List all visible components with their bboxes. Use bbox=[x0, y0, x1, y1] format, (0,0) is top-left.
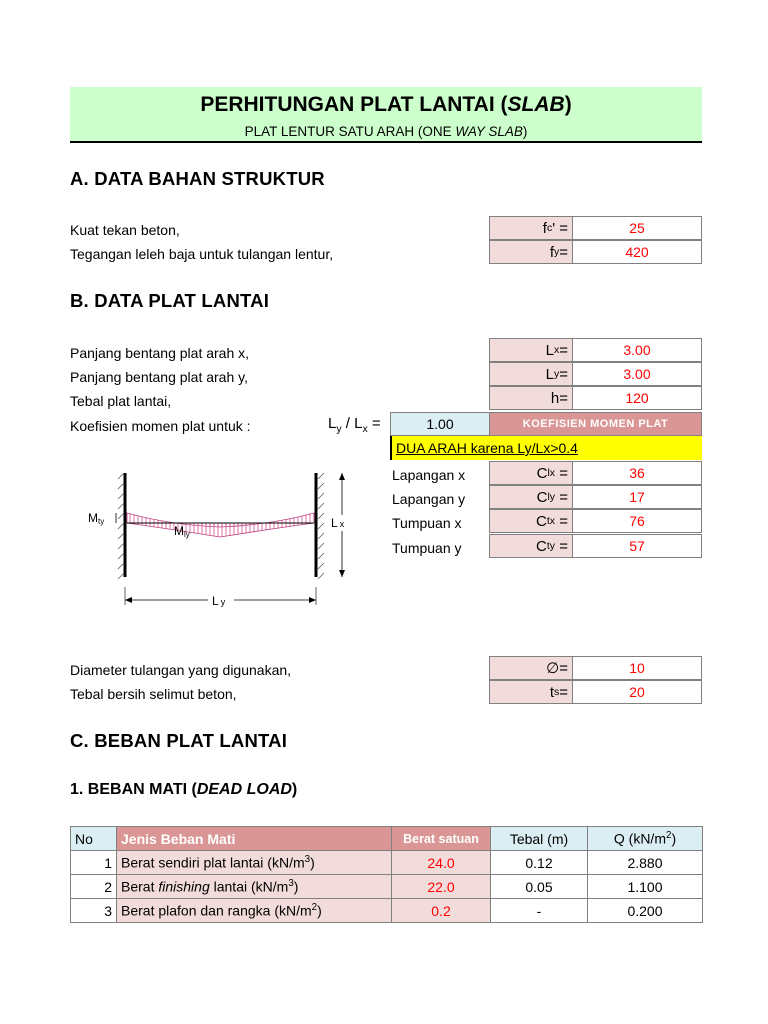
section-b-title: B. DATA PLAT LANTAI bbox=[70, 290, 270, 311]
row-no: 3 bbox=[71, 899, 117, 923]
coef-label-tx: Tumpuan x bbox=[392, 515, 462, 531]
row-tebal: - bbox=[491, 899, 588, 923]
label-ly: Panjang bentang plat arah y, bbox=[70, 369, 248, 385]
row-berat[interactable]: 22.0 bbox=[392, 875, 491, 899]
header-q: Q $(kN/m^2)$ bbox=[588, 827, 703, 851]
page-title: PERHITUNGAN PLAT LANTAI (SLAB) bbox=[200, 93, 572, 116]
value-ly[interactable]: 3.00 bbox=[572, 362, 702, 386]
value-h[interactable]: 120 bbox=[572, 386, 702, 410]
value-ctx[interactable]: 76 bbox=[572, 509, 702, 533]
symbol-fc: f c ' = bbox=[489, 216, 573, 240]
positive-moment-area bbox=[127, 523, 314, 537]
label-lx: Panjang bentang plat arah x, bbox=[70, 345, 250, 361]
table-row bbox=[71, 851, 703, 875]
table-row bbox=[71, 875, 703, 899]
right-support-hatch bbox=[318, 473, 324, 579]
symbol-ly: L y = bbox=[489, 362, 573, 386]
label-fy: Tegangan leleh baja untuk tulangan lentur, bbox=[70, 246, 334, 262]
row-berat[interactable]: 0.2 bbox=[392, 899, 491, 923]
label-koef: Koefisien momen plat untuk : bbox=[70, 418, 251, 434]
row-no: 2 bbox=[71, 875, 117, 899]
symbol-diameter: ∅ = bbox=[489, 656, 573, 680]
row-q: 0.200 bbox=[588, 899, 703, 923]
left-support-hatch bbox=[118, 473, 124, 579]
row-tebal: 0.12 bbox=[491, 851, 588, 875]
row-jenis: Berat sendiri plat lantai $(kN/m^3)$ bbox=[117, 851, 392, 875]
ly-arrow-left bbox=[125, 597, 132, 603]
value-lx[interactable]: 3.00 bbox=[572, 338, 702, 362]
row-tebal: 0.05 bbox=[491, 875, 588, 899]
symbol-clx: C lx = bbox=[489, 461, 573, 485]
row-berat[interactable]: 24.0 bbox=[392, 851, 491, 875]
row-q: 2.880 bbox=[588, 851, 703, 875]
header-jenis: Jenis Beban Mati bbox=[117, 827, 392, 851]
dead-load-title: 1. BEBAN MATI (DEAD LOAD) bbox=[70, 781, 298, 798]
label-cover: Tebal bersih selimut beton, bbox=[70, 686, 237, 702]
title-band bbox=[70, 87, 702, 143]
value-diameter[interactable]: 10 bbox=[572, 656, 702, 680]
section-a-title: A. DATA BAHAN STRUKTUR bbox=[70, 168, 325, 189]
label-h: Tebal plat lantai, bbox=[70, 393, 172, 409]
lx-arrow-top bbox=[339, 473, 345, 480]
mly-label: Mly bbox=[174, 524, 190, 539]
page-subtitle: PLAT LENTUR SATU ARAH (ONE WAY SLAB) bbox=[244, 124, 528, 139]
coef-label-ly: Lapangan y bbox=[392, 491, 466, 507]
symbol-fy: f y = bbox=[489, 240, 573, 264]
value-clx[interactable]: 36 bbox=[572, 461, 702, 485]
header-tebal: Tebal (m) bbox=[491, 827, 588, 851]
table-row bbox=[71, 899, 703, 923]
row-q: 1.100 bbox=[588, 875, 703, 899]
lx-arrow-bottom bbox=[339, 570, 345, 577]
table-header-row bbox=[71, 827, 703, 851]
symbol-h: h = bbox=[489, 386, 573, 410]
koef-header: KOEFISIEN MOMEN PLAT bbox=[489, 412, 702, 436]
row-jenis: Berat finishing lantai $(kN/m^3)$ bbox=[117, 875, 392, 899]
section-c-title: C. BEBAN PLAT LANTAI bbox=[70, 730, 288, 751]
slab-moment-diagram bbox=[80, 465, 360, 615]
value-cty[interactable]: 57 bbox=[572, 534, 702, 558]
value-cover[interactable]: 20 bbox=[572, 680, 702, 704]
symbol-cover: t s = bbox=[489, 680, 573, 704]
lx-label: L x bbox=[331, 516, 345, 530]
dead-load-table bbox=[70, 826, 703, 923]
row-jenis: Berat plafon dan rangka $(kN/m^2)$ bbox=[117, 899, 392, 923]
arah-note: DUA ARAH karena Ly/Lx>0.4 bbox=[390, 436, 702, 460]
label-fc: Kuat tekan beton, bbox=[70, 222, 180, 238]
ratio-value[interactable]: 1.00 bbox=[390, 412, 490, 436]
symbol-lx: L x = bbox=[489, 338, 573, 362]
symbol-cly: C ly = bbox=[489, 485, 573, 509]
coef-label-lx: Lapangan x bbox=[392, 467, 466, 483]
row-no: 1 bbox=[71, 851, 117, 875]
value-cly[interactable]: 17 bbox=[572, 485, 702, 509]
header-berat: Berat satuan bbox=[392, 827, 491, 851]
coef-label-ty: Tumpuan y bbox=[392, 540, 462, 556]
value-fc[interactable]: 25 bbox=[572, 216, 702, 240]
symbol-cty: C ty = bbox=[489, 534, 573, 558]
symbol-ctx: C tx = bbox=[489, 509, 573, 533]
mty-label: Mty bbox=[88, 511, 105, 526]
ly-arrow-right bbox=[309, 597, 316, 603]
value-fy[interactable]: 420 bbox=[572, 240, 702, 264]
header-no: No bbox=[71, 827, 117, 851]
label-diameter: Diameter tulangan yang digunakan, bbox=[70, 662, 292, 678]
ratio-label: $L_y / L_x$ = bbox=[328, 415, 381, 435]
ly-label: L y bbox=[212, 594, 226, 608]
